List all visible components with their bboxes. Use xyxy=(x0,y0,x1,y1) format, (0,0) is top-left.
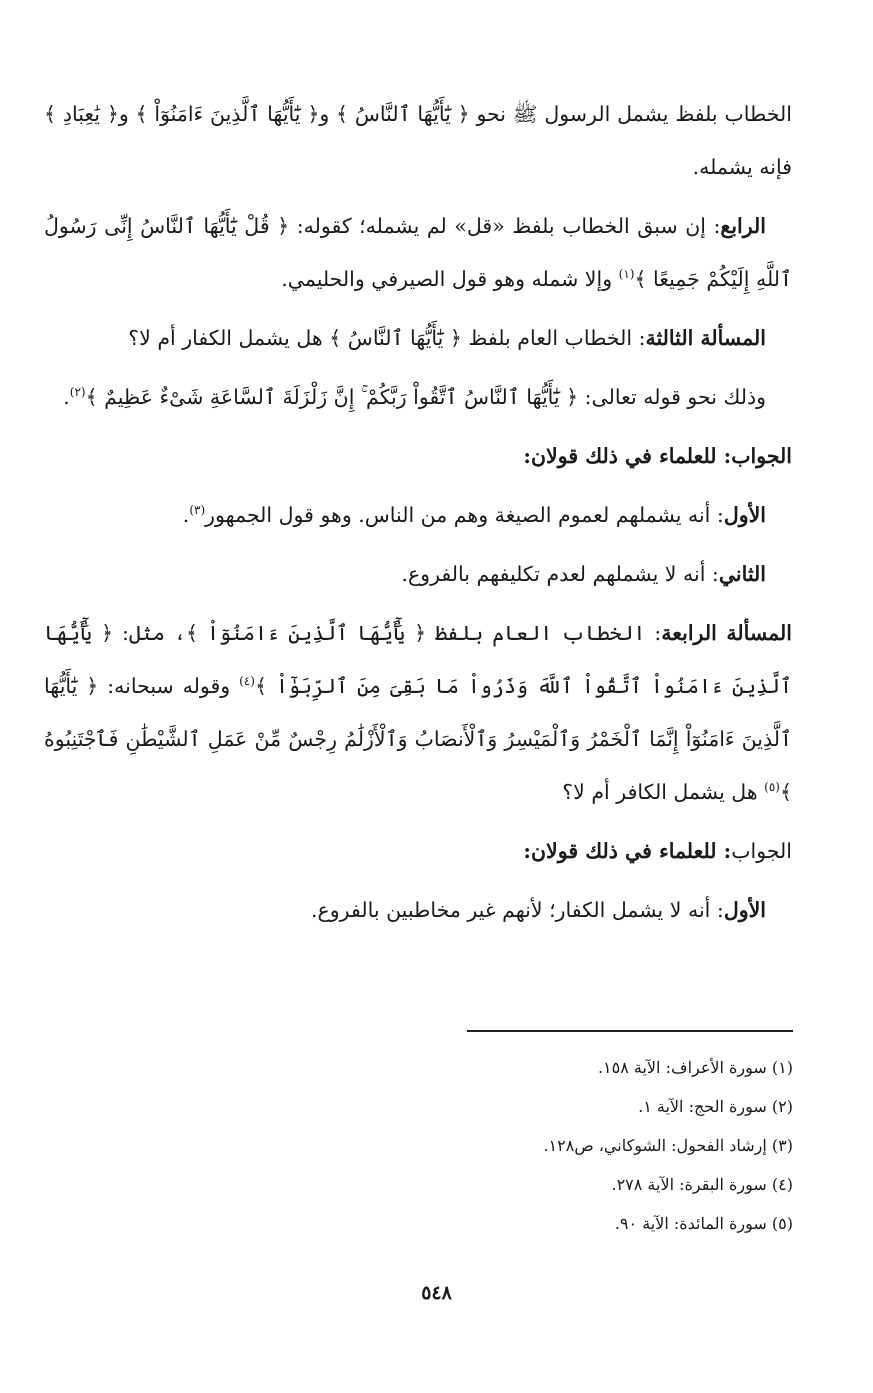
section-heading: الثاني xyxy=(718,562,766,586)
paragraph-text: : إن سبق الخطاب بلفظ «قل» لم يشمله؛ كقوله: ﴿ قُلْ يَٰٓأَيُّهَا ٱلنَّاسُ إِنِّى رَسُولُ ٱللَّهِ إِلَيْكُمْ جَمِيعًا ﴾ xyxy=(44,214,792,291)
paragraph-text: : أنه لا يشملهم لعدم تكليفهم بالفروع. xyxy=(401,562,719,586)
paragraph xyxy=(44,88,792,194)
section-heading: الرابع xyxy=(720,214,766,238)
paragraph-text: : الخطاب العام بلفظ ﴿ يَٰٓأَيُّهَا ٱلنَّاسُ ﴾ هل يشمل الكفار أم لا؟ xyxy=(128,326,646,350)
footnote-divider xyxy=(467,1030,793,1032)
paragraph xyxy=(44,312,792,365)
paragraph-text: الخطاب بلفظ يشمل الرسول ﷺ نحو ﴿ يَٰٓأَيُّهَا ٱلنَّاسُ ﴾ و﴿ يَٰٓأَيُّهَا ٱلَّذِينَ ءَامَنُوٓاْ ﴾ و﴿ يَٰعِبَادِ ﴾ فإنه يشمله. xyxy=(44,102,792,179)
footnote: (٣) إرشاد الفحول: الشوكاني، ص١٢٨. xyxy=(543,1136,793,1155)
section-heading: الأول xyxy=(723,898,766,922)
footnote: (٢) سورة الحج: الآية ١. xyxy=(638,1097,793,1116)
footnote-ref: (٢) xyxy=(69,385,86,400)
paragraph xyxy=(44,548,792,601)
footnote-ref: (٣) xyxy=(189,503,206,518)
footnote-ref: (١) xyxy=(618,267,635,282)
paragraph xyxy=(44,430,792,483)
paragraph xyxy=(44,371,792,424)
paragraph-text: وقوله سبحانه: ﴿ يَٰٓأَيُّهَا ٱلَّذِينَ ءَامَنُوٓاْ إِنَّمَا ٱلْخَمْرُ وَٱلْمَيْسِرُ وَٱلْأَنصَابُ وَٱلْأَزْلَٰمُ رِجْسٌ مِّنْ عَمَلِ ٱلشَّيْطَٰنِ فَٱجْتَنِبُوهُ ﴾ xyxy=(44,674,792,804)
section-heading: المسألة الرابعة xyxy=(661,621,792,645)
footnote-ref: (٤) xyxy=(239,674,255,689)
paragraph-text: وذلك نحو قوله تعالى: ﴿ يَٰٓأَيُّهَا ٱلنَّاسُ ٱتَّقُواْ رَبَّكُمْ ۚ إِنَّ زَلْزَلَةَ ٱلسَّاعَةِ شَىْءٌ عَظِيمٌ ﴾ xyxy=(85,385,766,409)
paragraph xyxy=(44,607,792,819)
paragraph-text: : أنه لا يشمل الكفار؛ لأنهم غير مخاطبين بالفروع. xyxy=(311,898,724,922)
footnote: (٤) سورة البقرة: الآية ٢٧٨. xyxy=(611,1175,793,1194)
paragraph-text: : للعلماء في ذلك قولان: xyxy=(523,839,732,863)
footnotes xyxy=(233,1048,793,1243)
page-body xyxy=(44,88,792,943)
paragraph xyxy=(44,200,792,306)
paragraph xyxy=(44,884,792,937)
paragraph-text: : للعلماء في ذلك قولان: xyxy=(523,444,732,468)
section-heading: الجواب xyxy=(731,839,792,863)
paragraph-text: . xyxy=(63,385,70,409)
section-heading: الجواب xyxy=(731,444,792,468)
section-heading: المسألة الثالثة xyxy=(645,326,766,350)
paragraph-text: هل يشمل الكافر أم لا؟ xyxy=(562,780,765,804)
page-number: ٥٤٨ xyxy=(421,1282,452,1304)
paragraph xyxy=(44,825,792,878)
footnote: (٥) سورة المائدة: الآية ٩٠. xyxy=(614,1214,793,1233)
paragraph-text: وإلا شمله وهو قول الصيرفي والحليمي. xyxy=(281,267,619,291)
section-heading: الأول xyxy=(723,503,766,527)
paragraph-text: : الخطاب العام بلفظ ﴿ يَٰٓأَيُّهَا ٱلَّذِينَ ءَامَنُوٓاْ ﴾، مثل: ﴿ يَٰٓأَيُّهَا ٱلَّذِينَ ءَامَنُواْ ٱتَّقُواْ ٱللَّهَ وَذَرُواْ مَا بَقِىَ مِنَ ٱلرِّبَوٰٓاْ ﴾ xyxy=(44,621,793,698)
footnote-ref: (٥) xyxy=(764,780,780,795)
footnote: (١) سورة الأعراف: الآية ١٥٨. xyxy=(597,1058,793,1077)
paragraph-text: : أنه يشملهم لعموم الصيغة وهم من الناس. وهو قول الجمهور xyxy=(205,503,724,527)
paragraph-text: . xyxy=(182,503,190,527)
paragraph xyxy=(44,489,792,542)
